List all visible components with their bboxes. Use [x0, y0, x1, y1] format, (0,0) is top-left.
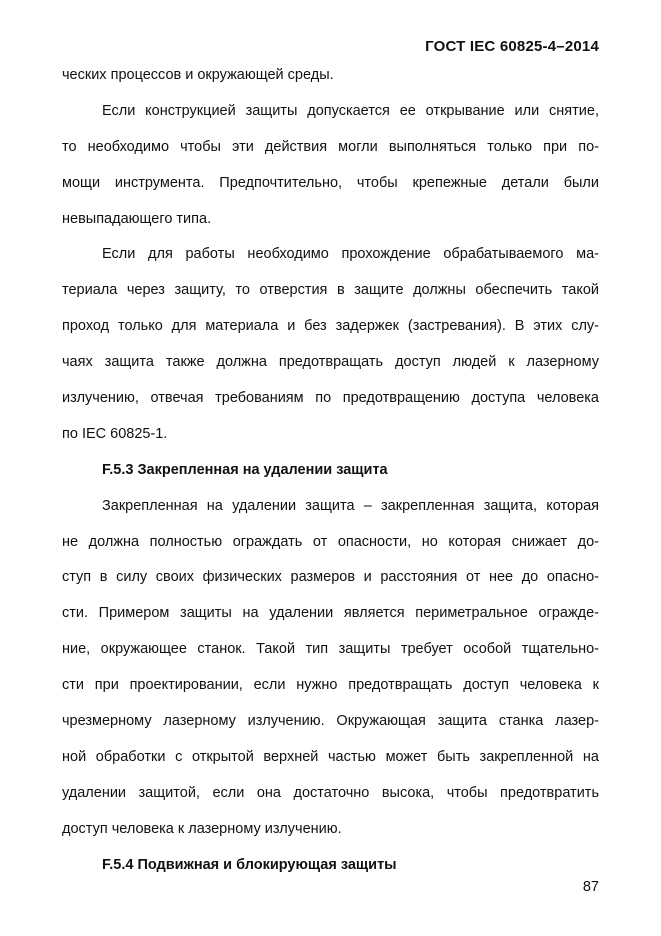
text-line: излучению, отвечая требованиям по предотвращению доступа человека [62, 390, 599, 407]
text-line: удалении защитой, если она достаточно высока, чтобы предотвратить [62, 784, 599, 801]
text-line: ческих процессов и окружающей среды. [62, 67, 334, 83]
text-line: чаях защита также должна предотвращать доступ людей к лазерному [62, 354, 599, 371]
text-line: по IEC 60825-1. [62, 425, 168, 442]
text-line: ной обработки с открытой верхней частью может быть закрепленной на [62, 748, 599, 765]
text-line: териала через защиту, то отверстия в защите должны обеспечить такой [62, 282, 599, 299]
text-line: ние, окружающее станок. Такой тип защиты требует особой тщательно- [62, 641, 599, 658]
section-heading-f54: F.5.4 Подвижная и блокирующая защиты [102, 856, 397, 873]
document-header: ГОСТ IEC 60825-4–2014 [425, 38, 599, 55]
text-line: доступ человека к лазерному излучению. [62, 820, 342, 837]
text-line: сти при проектировании, если нужно предотвращать доступ человека к [62, 677, 599, 694]
text-line: мощи инструмента. Предпочтительно, чтобы крепежные детали были [62, 174, 599, 191]
text-line: Если для работы необходимо прохождение обрабатываемого ма- [102, 246, 599, 263]
text-line: ступ в силу своих физических размеров и расстояния от нее до опасно- [62, 569, 599, 586]
section-heading-f53: F.5.3 Закрепленная на удалении защита [102, 461, 388, 478]
text-line: не должна полностью ограждать от опасности, но которая снижает до- [62, 533, 599, 550]
text-line: то необходимо чтобы эти действия могли выполняться только при по- [62, 138, 599, 155]
page-number: 87 [582, 879, 599, 895]
document-body [62, 58, 599, 883]
text-line: Если конструкцией защиты допускается ее открывание или снятие, [102, 102, 599, 119]
text-line: чрезмерному лазерному излучению. Окружающая защита станка лазер- [62, 713, 599, 730]
text-line: Закрепленная на удалении защита – закрепленная защита, которая [102, 497, 599, 514]
text-line: сти. Примером защиты на удалении является периметральное огражде- [62, 605, 599, 622]
text-line: проход только для материала и без задержек (застревания). В этих слу- [62, 318, 599, 335]
text-line: невыпадающего типа. [62, 210, 212, 227]
